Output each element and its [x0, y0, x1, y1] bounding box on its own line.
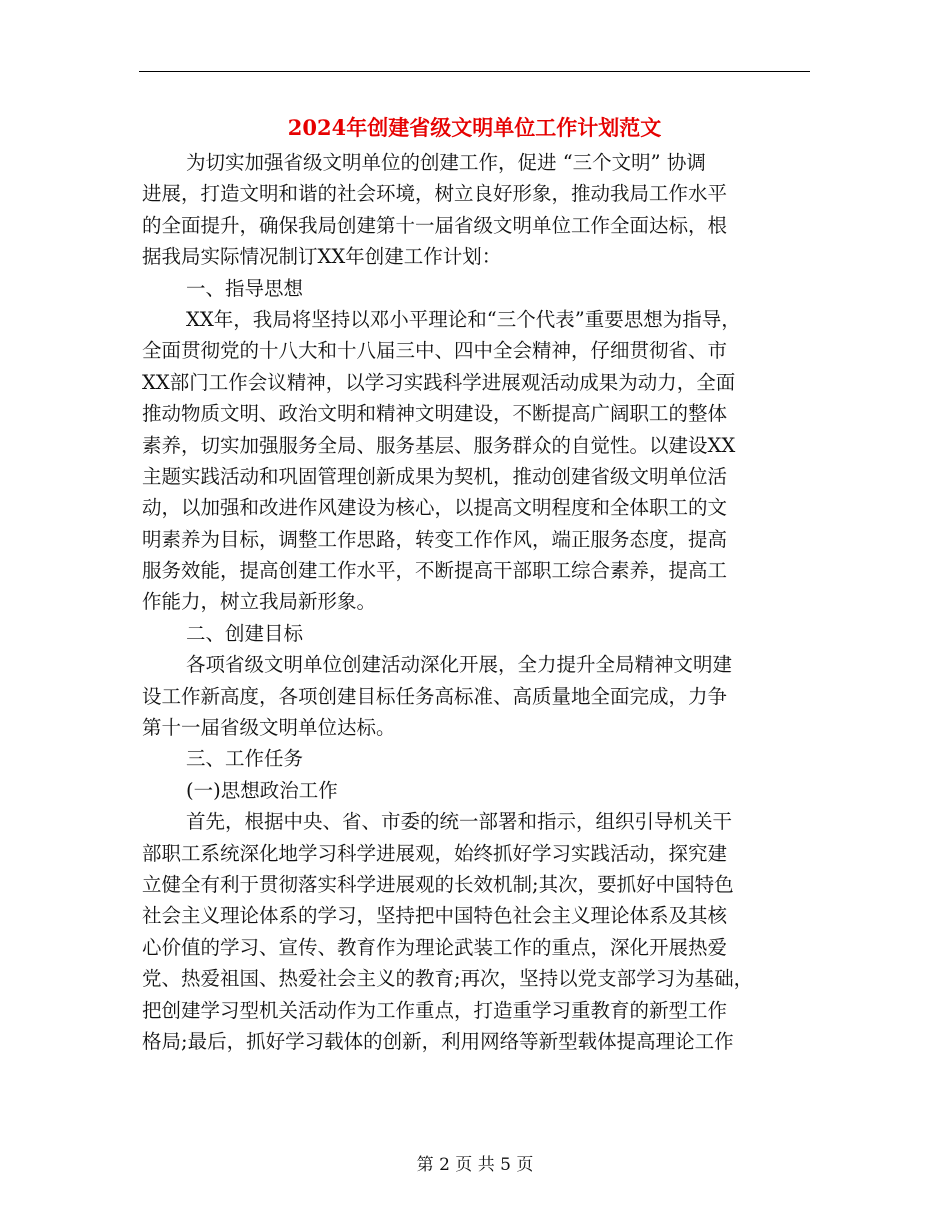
text-line: 立健全有利于贯彻落实科学进展观的长效机制;其次，要抓好中国特色 [142, 872, 734, 896]
text-line: 素养，切实加强服务全局、服务基层、服务群众的自觉性。以建设XX [142, 433, 736, 457]
text-line: 首先，根据中央、省、市委的统一部署和指示，组织引导机关干 [186, 810, 733, 834]
text-line: 一、指导思想 [186, 276, 304, 300]
text-line: 明素养为目标，调整工作思路，转变工作作风，端正服务态度，提高 [142, 527, 728, 551]
text-line: 推动物质文明、政治文明和精神文明建设，不断提高广阔职工的整体 [142, 402, 728, 426]
text-line: 的全面提升，确保我局创建第十一届省级文明单位工作全面达标，根 [142, 213, 728, 237]
text-line: 据我局实际情况制订XX年创建工作计划： [142, 245, 502, 269]
text-line: XX部门工作会议精神，以学习实践科学进展观活动成果为动力，全面 [142, 370, 736, 394]
text-line: 心价值的学习、宣传、教育作为理论武装工作的重点，深化开展热爱 [142, 935, 728, 959]
text-line: 服务效能，提高创建工作水平，不断提高干部职工综合素养，提高工 [142, 559, 728, 583]
text-line: 党、热爱祖国、热爱社会主义的教育;再次，坚持以党支部学习为基础， [142, 967, 754, 991]
text-line: 作能力，树立我局新形象。 [142, 590, 377, 614]
text-line: 三、工作任务 [186, 747, 304, 771]
text-line: 动，以加强和改进作风建设为核心，以提高文明程度和全体职工的文 [142, 496, 728, 520]
text-line: 各项省级文明单位创建活动深化开展，全力提升全局精神文明建 [186, 653, 733, 677]
text-line: 把创建学习型机关活动作为工作重点，打造重学习重教育的新型工作 [142, 998, 728, 1022]
text-line: XX年，我局将坚持以邓小平理论和“三个代表”重要思想为指导， [186, 307, 741, 331]
text-line: 主题实践活动和巩固管理创新成果为契机，推动创建省级文明单位活 [142, 464, 728, 488]
header-rule [139, 71, 810, 72]
document-title: 2024年创建省级文明单位工作计划范文 [287, 115, 662, 140]
text-line: 部职工系统深化地学习科学进展观，始终抓好学习实践活动，探究建 [142, 841, 728, 865]
text-line: (一)思想政治工作 [186, 778, 338, 802]
page-footer: 第 2 页 共 5 页 [416, 1155, 534, 1175]
text-line: 为切实加强省级文明单位的创建工作，促进 “三个文明” 协调 [186, 151, 706, 174]
text-line: 全面贯彻党的十八大和十八届三中、四中全会精神，仔细贯彻省、市 [142, 339, 728, 363]
document-body [142, 147, 814, 1057]
text-line: 社会主义理论体系的学习，坚持把中国特色社会主义理论体系及其核 [142, 904, 728, 928]
text-line: 设工作新高度，各项创建目标任务高标准、高质量地全面完成，力争 [142, 684, 728, 708]
text-line: 格局;最后，抓好学习载体的创新，利用网络等新型载体提高理论工作 [142, 1029, 734, 1053]
text-line: 二、创建目标 [186, 621, 304, 645]
text-line: 第十一届省级文明单位达标。 [142, 716, 396, 740]
text-line: 进展，打造文明和谐的社会环境，树立良好形象，推动我局工作水平 [142, 182, 728, 206]
